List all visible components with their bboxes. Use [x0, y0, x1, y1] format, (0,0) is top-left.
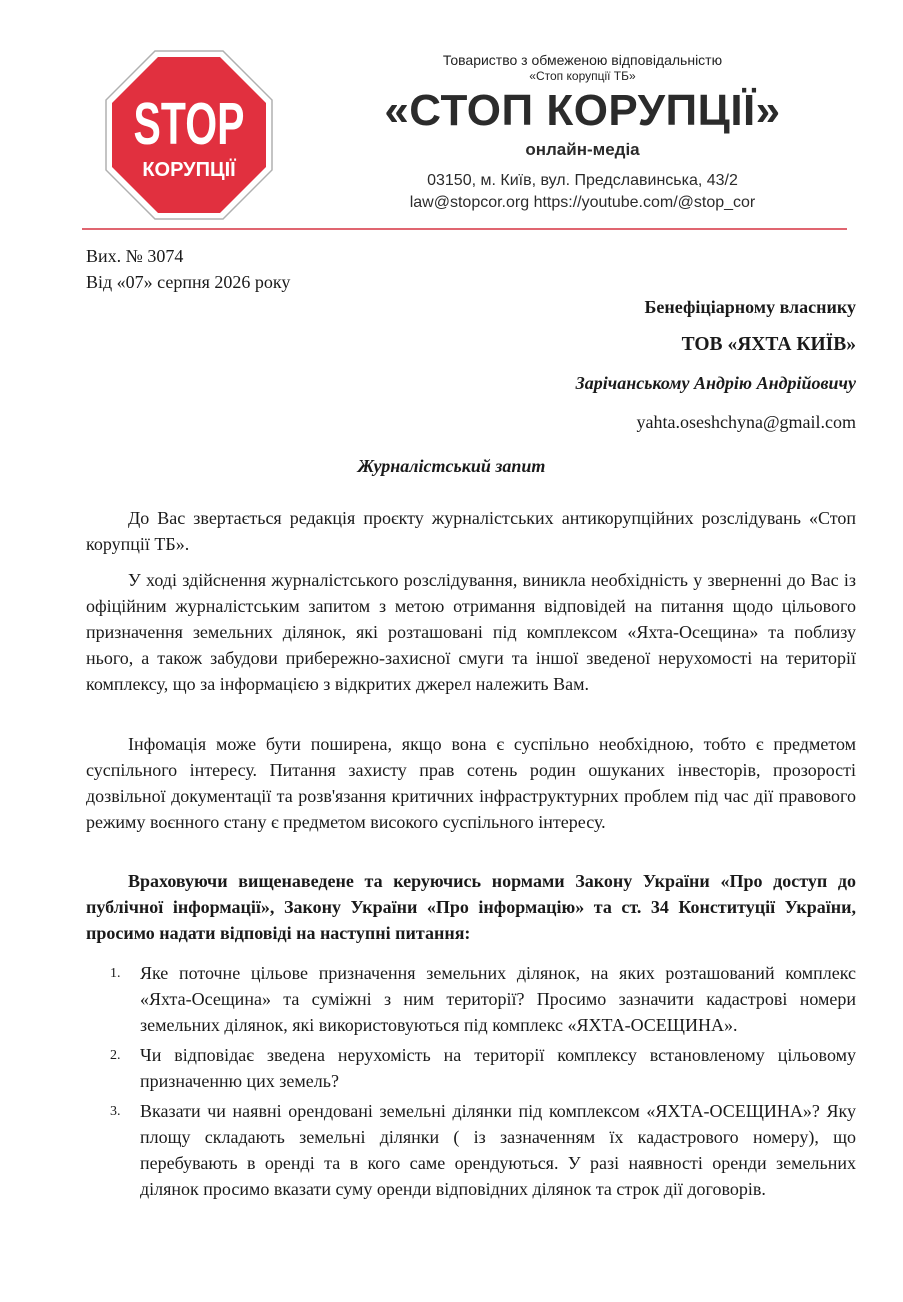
svg-text:КОРУПЦІЇ: КОРУПЦІЇ [142, 159, 236, 181]
list-item [86, 1098, 856, 1202]
question-list [86, 960, 856, 1206]
outgoing-number: Вих. № 3074 [86, 246, 184, 266]
list-number: 1. [110, 966, 121, 981]
addressee-company: ТОВ «ЯХТА КИЇВ» [681, 334, 856, 355]
letterhead-divider [82, 228, 847, 230]
body-paragraph: У ході здійснення журналістського розслідування, виникла необхідність у зверненні до Вас із офіційним журналістським запитом з метою отримання відповідей на питання щодо цільового призначення земельних ділянок, які розташовані під комплексом «Яхта-Осещина» та поблизу нього, а також забудови прибережно-захисної смуги та іншої зведеної нерухомості на території комплексу, що за інформацією з відкритих джерел належить Вам. [86, 570, 856, 694]
question-text: Чи відповідає зведена нерухомість на території комплексу встановленому цільовому призначенню цих земель? [140, 1045, 856, 1091]
question-text: Вказати чи наявні орендовані земельні ділянки під комплексом «ЯХТА-ОСЕЩИНА»? Яку площу складають земельні ділянки ( із зазначенням їх кадастрового номеру), що перебувають в оренді та в кого саме орендуються. У разі наявності оренди земельних ділянок просимо вказати суму оренди відповідних ділянок та строк дії договорів. [140, 1101, 856, 1199]
stop-corruption-logo [103, 48, 275, 222]
body-paragraph: До Вас звертається редакція проєкту журналістських антикорупційних розслідувань «Стоп корупції ТБ». [86, 508, 856, 554]
list-item [86, 1042, 856, 1094]
body-paragraph: Інфомація може бути поширена, якщо вона є суспільно необхідною, тобто є предметом суспільного інтересу. Питання захисту прав сотень родин ошуканих інвесторів, прозорості дозвільної документації та розв'язання критичних інфраструктурних проблем під час дії правового режиму воєнного стану є предметом високого суспільного інтересу. [86, 734, 856, 832]
postal-address: 03150, м. Київ, вул. Предславинська, 43/2 [427, 172, 738, 189]
document-title: Журналістський запит [357, 456, 546, 476]
brand-title: «СТОП КОРУПЦІЇ» [384, 86, 781, 135]
svg-text:STOP: STOP [133, 90, 245, 157]
outgoing-date: Від «07» серпня 2026 року [86, 272, 291, 292]
question-text: Яке поточне цільове призначення земельних ділянок, на яких розташований комплекс «Яхта-Осещина» та суміжні з ним території? Просимо зазначити кадастрові номери земельних ділянок, які використовуються під комплекс «ЯХТА-ОСЕЩИНА». [140, 963, 856, 1035]
addressee-role: Бенефіціарному власнику [644, 297, 856, 317]
organization-short-name: «Стоп корупції ТБ» [529, 69, 636, 83]
addressee-email: yahta.oseshchyna@gmail.com [636, 412, 856, 432]
request-statement: Враховуючи вищенаведене та керуючись нормами Закону України «Про доступ до публічної інформації», Закону України «Про інформацію» та ст. 34 Конституції України, просимо надати відповіді на наступні питання: [86, 871, 856, 943]
addressee-person: Зарічанському Андрію Андрійовичу [575, 373, 856, 393]
list-item [86, 960, 856, 1038]
contact-links: law@stopcor.org https://youtube.com/@stop_cor [409, 194, 756, 211]
organization-legal-name: Товариство з обмеженою відповідальністю [442, 52, 723, 68]
brand-subtitle: онлайн-медіа [525, 140, 640, 159]
list-number: 2. [110, 1048, 121, 1063]
list-number: 3. [110, 1104, 121, 1119]
